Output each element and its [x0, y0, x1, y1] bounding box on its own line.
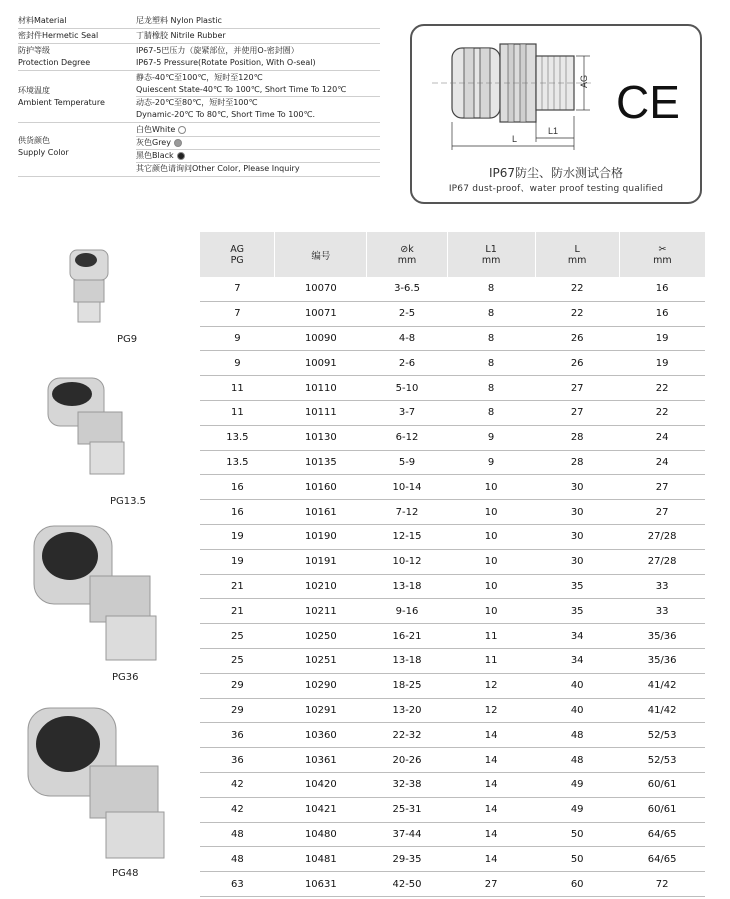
- diagram-caption-cn: IP67防尘、防水测试合格: [488, 166, 624, 180]
- table-row: [200, 574, 705, 599]
- color-option-black: [136, 150, 380, 163]
- table-cell: 22-32: [367, 723, 447, 748]
- table-cell: 14: [447, 797, 535, 822]
- table-cell: 8: [447, 326, 535, 351]
- spec-label: 材料Material: [18, 16, 67, 25]
- table-cell: 10: [447, 549, 535, 574]
- table-cell: 42-50: [367, 872, 447, 897]
- table-cell: 42: [200, 797, 275, 822]
- table-cell: 25-31: [367, 797, 447, 822]
- table-cell: 40: [535, 673, 619, 698]
- table-row: [200, 822, 705, 847]
- table-cell: 10091: [275, 351, 367, 376]
- table-cell: 8: [447, 277, 535, 301]
- table-cell: 13-18: [367, 648, 447, 673]
- table-cell: 11: [447, 624, 535, 649]
- table-row: [200, 450, 705, 475]
- table-cell: 26: [535, 326, 619, 351]
- product-label-pg9: PG9: [117, 334, 138, 345]
- table-cell: 21: [200, 599, 275, 624]
- white-swatch-icon: [178, 126, 186, 134]
- table-row: [200, 301, 705, 326]
- table-cell: 10291: [275, 698, 367, 723]
- spec-value: [136, 44, 380, 70]
- table-cell: 27: [535, 400, 619, 425]
- table-cell: 22: [535, 301, 619, 326]
- table-cell: 10480: [275, 822, 367, 847]
- header-line: mm: [567, 254, 587, 266]
- pg36-product-image: [30, 516, 170, 666]
- table-cell: 16: [619, 301, 705, 326]
- table-cell: 9: [200, 351, 275, 376]
- table-cell: 16: [200, 500, 275, 525]
- table-row: [200, 748, 705, 773]
- diagram-caption-en: IP67 dust-proof、water proof testing qualified: [448, 184, 664, 194]
- table-cell: 10420: [275, 772, 367, 797]
- column-header: [535, 232, 619, 277]
- table-cell: 10190: [275, 524, 367, 549]
- header-line: 编号: [311, 250, 331, 262]
- table-cell: 72: [619, 872, 705, 897]
- table-row: [200, 599, 705, 624]
- table-cell: 9-16: [367, 599, 447, 624]
- column-header: [447, 232, 535, 277]
- table-cell: 36: [200, 723, 275, 748]
- table-cell: 10161: [275, 500, 367, 525]
- spec-label-en: Protection Degree: [18, 58, 91, 67]
- table-cell: 10: [447, 599, 535, 624]
- spec-row-color: [18, 123, 380, 177]
- table-cell: 10251: [275, 648, 367, 673]
- table-cell: 19: [619, 326, 705, 351]
- table-cell: 29-35: [367, 847, 447, 872]
- table-cell: 19: [200, 524, 275, 549]
- header-line: mm: [397, 254, 417, 266]
- pg13-5-product-image: [38, 372, 138, 482]
- table-cell: 10: [447, 574, 535, 599]
- color-name: 灰色Grey: [136, 138, 171, 147]
- table-cell: 7: [200, 277, 275, 301]
- table-cell: 10191: [275, 549, 367, 574]
- table-cell: 34: [535, 648, 619, 673]
- table-cell: 36: [200, 748, 275, 773]
- header-line: ✂: [658, 243, 667, 255]
- table-cell: 10210: [275, 574, 367, 599]
- spec-row-seal: [18, 29, 380, 44]
- table-cell: 48: [200, 822, 275, 847]
- table-cell: 18-25: [367, 673, 447, 698]
- color-name: 黑色Black: [136, 151, 174, 160]
- table-cell: 7-12: [367, 500, 447, 525]
- table-cell: 12-15: [367, 524, 447, 549]
- table-cell: 29: [200, 673, 275, 698]
- table-cell: 33: [619, 599, 705, 624]
- table-cell: 10070: [275, 277, 367, 301]
- table-cell: 27/28: [619, 549, 705, 574]
- table-cell: 48: [200, 847, 275, 872]
- spec-label-cn: 环境温度: [18, 86, 50, 95]
- table-cell: 22: [619, 400, 705, 425]
- table-cell: 52/53: [619, 748, 705, 773]
- table-cell: 8: [447, 376, 535, 401]
- table-cell: 48: [535, 748, 619, 773]
- table-cell: 22: [535, 277, 619, 301]
- table-row: [200, 351, 705, 376]
- table-cell: 32-38: [367, 772, 447, 797]
- product-label-pg48: PG48: [112, 868, 139, 879]
- table-cell: 12: [447, 673, 535, 698]
- table-cell: 11: [447, 648, 535, 673]
- table-cell: 10290: [275, 673, 367, 698]
- spec-label: 密封件Hermetic Seal: [18, 31, 99, 40]
- spec-table: [18, 14, 380, 177]
- spec-label: [18, 123, 136, 176]
- table-cell: 12: [447, 698, 535, 723]
- table-cell: 10211: [275, 599, 367, 624]
- table-cell: 7: [200, 301, 275, 326]
- table-cell: 10360: [275, 723, 367, 748]
- spec-label: [18, 44, 136, 70]
- spec-value: [136, 71, 380, 122]
- table-cell: 8: [447, 301, 535, 326]
- table-row: [200, 549, 705, 574]
- product-label-pg13-5: PG13.5: [110, 496, 147, 507]
- table-cell: 10: [447, 500, 535, 525]
- dimension-diagram: [410, 24, 702, 204]
- ce-mark-icon: CE: [616, 76, 680, 128]
- table-cell: 3-6.5: [367, 277, 447, 301]
- table-cell: 20-26: [367, 748, 447, 773]
- color-option-grey: [136, 137, 380, 150]
- table-row: [200, 624, 705, 649]
- table-cell: 35/36: [619, 648, 705, 673]
- table-cell: 11: [200, 400, 275, 425]
- table-cell: 9: [447, 450, 535, 475]
- table-row: [200, 277, 705, 301]
- table-header-row: [200, 232, 705, 277]
- table-cell: 28: [535, 450, 619, 475]
- table-cell: 22: [619, 376, 705, 401]
- table-cell: 21: [200, 574, 275, 599]
- table-cell: 14: [447, 748, 535, 773]
- table-row: [200, 847, 705, 872]
- table-cell: 37-44: [367, 822, 447, 847]
- table-cell: 10: [447, 524, 535, 549]
- table-cell: 10: [447, 475, 535, 500]
- table-cell: 10160: [275, 475, 367, 500]
- column-header: [619, 232, 705, 277]
- header-line: PG: [230, 254, 244, 266]
- table-row: [200, 524, 705, 549]
- table-cell: 60/61: [619, 797, 705, 822]
- pg48-product-image: [24, 704, 174, 864]
- table-cell: 26: [535, 351, 619, 376]
- spec-label-en: Ambient Temperature: [18, 98, 105, 107]
- table-cell: 64/65: [619, 847, 705, 872]
- table-cell: 5-9: [367, 450, 447, 475]
- table-cell: 10135: [275, 450, 367, 475]
- pg9-product-image: [60, 240, 120, 328]
- table-cell: 13-18: [367, 574, 447, 599]
- table-cell: 30: [535, 549, 619, 574]
- table-row: [200, 400, 705, 425]
- black-swatch-icon: [177, 152, 185, 160]
- table-row: [200, 425, 705, 450]
- table-cell: 5-10: [367, 376, 447, 401]
- table-row: [200, 698, 705, 723]
- table-cell: 8: [447, 351, 535, 376]
- table-cell: 14: [447, 723, 535, 748]
- spec-value-line: Quiescent State-40℃ To 100℃, Short Time To 120℃: [136, 84, 380, 97]
- table-cell: 33: [619, 574, 705, 599]
- spec-row-material: [18, 14, 380, 29]
- table-cell: 50: [535, 847, 619, 872]
- column-header: [200, 232, 275, 277]
- table-cell: 35: [535, 574, 619, 599]
- table-cell: 10090: [275, 326, 367, 351]
- table-cell: 41/42: [619, 673, 705, 698]
- table-cell: 14: [447, 772, 535, 797]
- table-cell: 28: [535, 425, 619, 450]
- table-cell: 27: [619, 500, 705, 525]
- table-cell: 60: [535, 872, 619, 897]
- table-row: [200, 772, 705, 797]
- spec-value: [136, 123, 380, 176]
- table-cell: 10421: [275, 797, 367, 822]
- header-line: mm: [653, 254, 672, 266]
- header-line: ⊘k: [400, 243, 414, 255]
- table-cell: 9: [447, 425, 535, 450]
- table-cell: 35/36: [619, 624, 705, 649]
- ag-dimension-label: AG: [579, 74, 589, 88]
- table-cell: 60/61: [619, 772, 705, 797]
- column-header: [367, 232, 447, 277]
- table-cell: 3-7: [367, 400, 447, 425]
- table-cell: 16: [200, 475, 275, 500]
- table-cell: 19: [200, 549, 275, 574]
- table-cell: 2-5: [367, 301, 447, 326]
- color-name: 白色White: [136, 125, 176, 134]
- table-cell: 10250: [275, 624, 367, 649]
- table-cell: 29: [200, 698, 275, 723]
- spec-value-line: 动态-20℃至80℃，短时至100℃: [136, 98, 258, 107]
- table-row: [200, 376, 705, 401]
- spec-label-en: Supply Color: [18, 148, 69, 157]
- table-cell: 35: [535, 599, 619, 624]
- table-cell: 41/42: [619, 698, 705, 723]
- spec-value: 尼龙塑料 Nylon Plastic: [136, 16, 222, 25]
- spec-value: 丁腈橡胶 Nitrile Rubber: [136, 31, 226, 40]
- table-cell: 19: [619, 351, 705, 376]
- table-cell: 25: [200, 648, 275, 673]
- table-cell: 2-6: [367, 351, 447, 376]
- table-row: [200, 723, 705, 748]
- table-cell: 10071: [275, 301, 367, 326]
- spec-row-protection: [18, 44, 380, 71]
- table-cell: 9: [200, 326, 275, 351]
- table-cell: 10481: [275, 847, 367, 872]
- color-option-white: [136, 124, 380, 137]
- table-row: [200, 326, 705, 351]
- table-body: [200, 277, 705, 896]
- table-cell: 11: [200, 376, 275, 401]
- header-line: mm: [481, 254, 501, 266]
- table-cell: 40: [535, 698, 619, 723]
- table-cell: 27: [535, 376, 619, 401]
- product-label-pg36: PG36: [112, 672, 139, 683]
- spec-value-line: 静态-40℃至100℃，短时至120℃: [136, 73, 263, 82]
- table-cell: 52/53: [619, 723, 705, 748]
- table-cell: 13-20: [367, 698, 447, 723]
- table-cell: 6-12: [367, 425, 447, 450]
- spec-value-line: IP67-5巴压力（旋紧部位，并使用O-密封圈）: [136, 46, 299, 55]
- table-cell: 10631: [275, 872, 367, 897]
- table-cell: 14: [447, 847, 535, 872]
- table-cell: 30: [535, 475, 619, 500]
- spec-value-line: Dynamic-20℃ To 80℃, Short Time To 100℃.: [136, 110, 315, 119]
- table-cell: 10110: [275, 376, 367, 401]
- table-cell: 4-8: [367, 326, 447, 351]
- table-row: [200, 475, 705, 500]
- spec-label-cn: 供货颜色: [18, 136, 50, 145]
- table-row: [200, 797, 705, 822]
- header-line: L: [574, 243, 580, 255]
- table-cell: 63: [200, 872, 275, 897]
- table-cell: 8: [447, 400, 535, 425]
- spec-row-ambient: [18, 71, 380, 123]
- table-cell: 10111: [275, 400, 367, 425]
- table-cell: 30: [535, 524, 619, 549]
- color-option-other: 其它颜色请询问Other Color, Please Inquiry: [136, 164, 300, 173]
- table-cell: 10130: [275, 425, 367, 450]
- table-cell: 25: [200, 624, 275, 649]
- table-cell: 24: [619, 425, 705, 450]
- header-line: L1: [485, 243, 497, 255]
- table-cell: 24: [619, 450, 705, 475]
- table-cell: 30: [535, 500, 619, 525]
- table-cell: 10361: [275, 748, 367, 773]
- table-cell: 48: [535, 723, 619, 748]
- header-line: AG: [230, 243, 244, 255]
- table-cell: 10-12: [367, 549, 447, 574]
- spec-label: [18, 71, 136, 122]
- table-row: [200, 500, 705, 525]
- table-cell: 16: [619, 277, 705, 301]
- spec-label-cn: 防护等级: [18, 46, 50, 55]
- table-cell: 13.5: [200, 425, 275, 450]
- table-cell: 14: [447, 822, 535, 847]
- table-cell: 10-14: [367, 475, 447, 500]
- table-cell: 42: [200, 772, 275, 797]
- spec-value-line: IP67-5 Pressure(Rotate Position, With O-seal): [136, 58, 316, 67]
- table-cell: 49: [535, 772, 619, 797]
- l-dimension-label: L: [512, 134, 518, 144]
- table-row: [200, 673, 705, 698]
- table-cell: 50: [535, 822, 619, 847]
- table-cell: 13.5: [200, 450, 275, 475]
- table-cell: 16-21: [367, 624, 447, 649]
- dimension-table: [200, 232, 705, 897]
- table-cell: 27/28: [619, 524, 705, 549]
- table-cell: 34: [535, 624, 619, 649]
- column-header: [275, 232, 367, 277]
- table-cell: 27: [619, 475, 705, 500]
- table-cell: 64/65: [619, 822, 705, 847]
- table-row: [200, 872, 705, 897]
- table-cell: 49: [535, 797, 619, 822]
- table-cell: 27: [447, 872, 535, 897]
- l1-dimension-label: L1: [548, 126, 559, 136]
- cable-gland-drawing: [412, 26, 700, 162]
- table-row: [200, 648, 705, 673]
- grey-swatch-icon: [174, 139, 182, 147]
